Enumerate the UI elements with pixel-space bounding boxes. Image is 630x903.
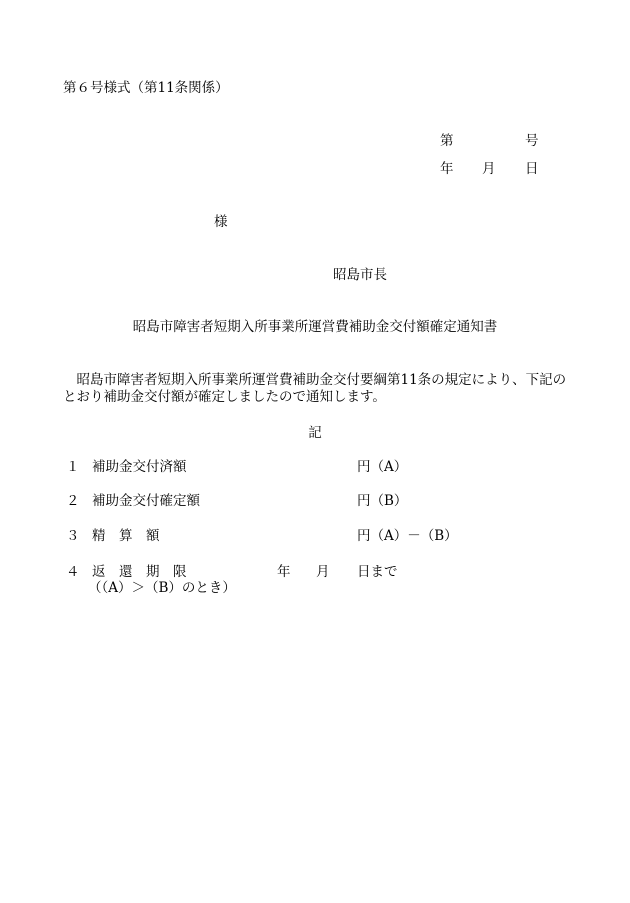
item-number: ４ bbox=[66, 564, 80, 580]
date-year: 年 bbox=[440, 161, 454, 177]
date-day: 日 bbox=[525, 161, 539, 177]
item-number: ２ bbox=[66, 493, 80, 509]
body-paragraph: 昭島市障害者短期入所事業所運営費補助金交付要綱第11条の規定により、下記のとおり補助金交付額が確定しましたので通知します。 bbox=[63, 372, 567, 405]
item-value-paid-amount: 円（A） bbox=[357, 459, 408, 475]
item-label-confirmed-amount: 補助金交付確定額 bbox=[92, 493, 200, 509]
item-label-paid-amount: 補助金交付済額 bbox=[92, 459, 187, 475]
date-month: 月 bbox=[482, 161, 496, 177]
form-number-label: 第６号様式（第11条関係） bbox=[63, 80, 229, 96]
item-number: ３ bbox=[66, 528, 80, 544]
deadline-month: 月 bbox=[316, 564, 330, 580]
item-value-settlement-amount: 円（A）－（B） bbox=[357, 528, 458, 544]
ki-heading: 記 bbox=[308, 425, 322, 441]
sender-name: 昭島市長 bbox=[333, 267, 387, 283]
document-number-prefix: 第 bbox=[440, 133, 454, 149]
deadline-year: 年 bbox=[277, 564, 291, 580]
document-number-suffix: 号 bbox=[525, 133, 539, 149]
item-number: １ bbox=[66, 459, 80, 475]
item-value-confirmed-amount: 円（B） bbox=[357, 493, 408, 509]
deadline-day-until: 日まで bbox=[357, 564, 398, 580]
document-title: 昭島市障害者短期入所事業所運営費補助金交付額確定通知書 bbox=[132, 319, 498, 335]
deadline-condition: （（A）＞（B）のとき） bbox=[88, 580, 236, 596]
item-label-return-deadline: 返 還 期 限 bbox=[92, 564, 187, 580]
item-label-settlement-amount: 精 算 額 bbox=[92, 528, 160, 544]
addressee-honorific: 様 bbox=[214, 214, 228, 230]
